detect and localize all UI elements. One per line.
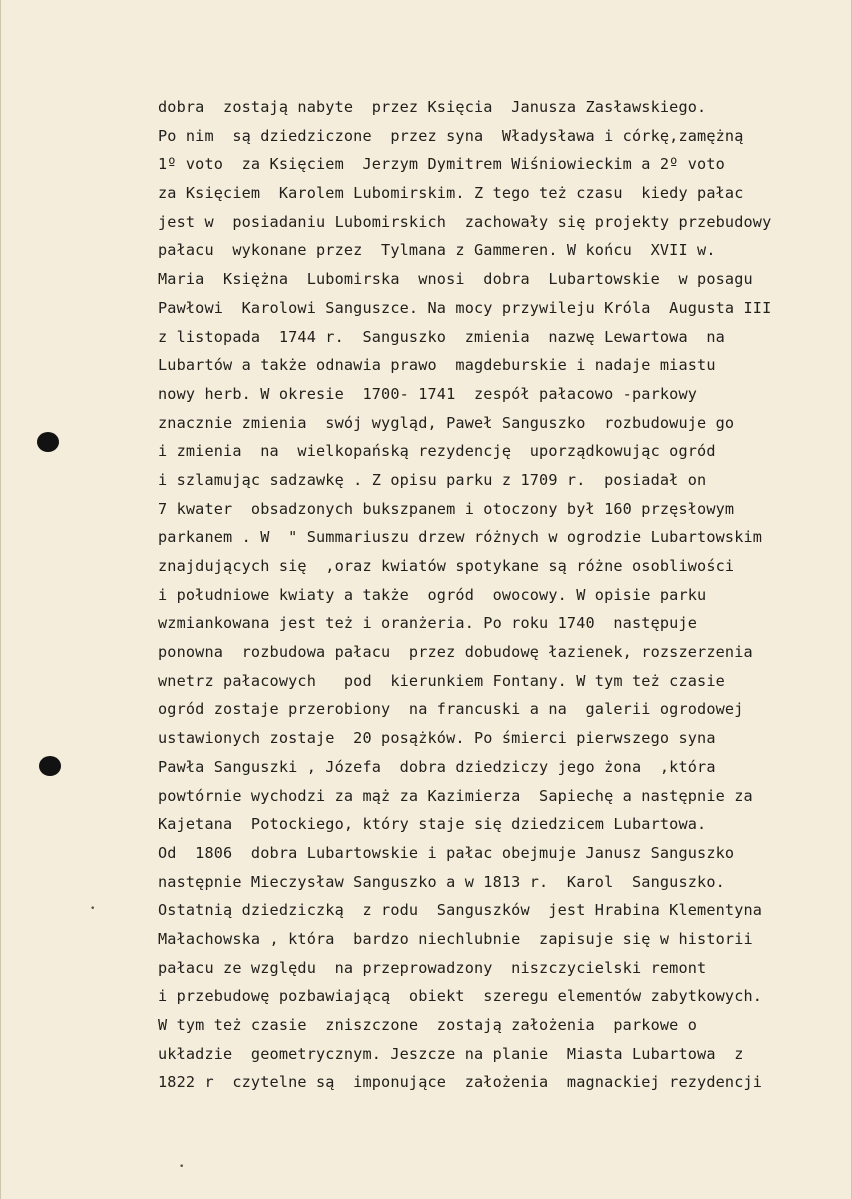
text-line: 1º voto za Księciem Jerzym Dymitrem Wiśniowieckim a 2º voto (158, 155, 725, 174)
text-line: Po nim są dziedziczone przez syna Władysława i córkę,zamężną (158, 126, 744, 145)
text-line: znajdujących się ,oraz kwiatów spotykane są różne osobliwości (158, 557, 735, 575)
text-line: i zmienia na wielkopańską rezydencję uporządkowując ogród (158, 442, 716, 461)
text-line: Ostatnią dziedziczką z rodu Sanguszków jest Hrabina Klementyna (158, 901, 763, 920)
text-line: za Księciem Karolem Lubomirskim. Z tego też czasu kiedy pałac (158, 184, 744, 203)
body-text (158, 93, 848, 1097)
binding-hole-top (37, 432, 59, 452)
text-line: Małachowska , która bardzo niechlubnie zapisuje się w historii (158, 929, 753, 948)
text-line: i przebudowę pozbawiającą obiekt szeregu elementów zabytkowych. (158, 987, 763, 1006)
text-line: i szlamując sadzawkę . Z opisu parku z 1709 r. posiadał on (158, 470, 707, 489)
page-left-edge (0, 0, 1, 1199)
text-line: 7 kwater obsadzonych bukszpanem i otoczony był 160 przęsłowym (158, 499, 735, 518)
text-line: Lubartów a także odnawia prawo magdeburskie i nadaje miastu (158, 356, 716, 375)
text-line: i południowe kwiaty a także ogród owocowy. W opisie parku (158, 585, 707, 604)
binding-hole-bottom (39, 756, 61, 776)
text-line: jest w posiadaniu Lubomirskich zachowały się projekty przebudowy (158, 212, 772, 231)
text-line: Maria Księżna Lubomirska wnosi dobra Lubartowskie w posagu (158, 270, 753, 289)
stray-mark: • (90, 904, 96, 914)
text-line: z listopada 1744 r. Sanguszko zmienia nazwę Lewartowa na (158, 327, 725, 346)
text-line: Pawła Sanguszki , Józefa dobra dziedziczy jego żona ,która (158, 757, 716, 776)
text-line: dobra zostają nabyte przez Księcia Janusza Zasławskiego. (158, 98, 707, 116)
text-line: 1822 r czytelne są imponujące założenia magnackiej rezydencji (158, 1073, 763, 1092)
stray-mark: • (179, 1162, 185, 1172)
text-line: Od 1806 dobra Lubartowskie i pałac obejmuje Janusz Sanguszko (158, 843, 735, 862)
text-line: ponowna rozbudowa pałacu przez dobudowę łazienek, rozszerzenia (158, 643, 753, 662)
text-line: W tym też czasie zniszczone zostają założenia parkowe o (158, 1016, 698, 1034)
text-line: powtórnie wychodzi za mąż za Kazimierza Sapiechę a następnie za (158, 786, 753, 805)
text-line: wnetrz pałacowych pod kierunkiem Fontany. W tym też czasie (158, 671, 725, 690)
text-line: parkanem . W " Summariuszu drzew różnych w ogrodzie Lubartowskim (158, 528, 763, 547)
text-line: Pawłowi Karolowi Sanguszce. Na mocy przywileju Króla Augusta III (158, 298, 772, 317)
text-line: układzie geometrycznym. Jeszcze na planie Miasta Lubartowa z (158, 1044, 744, 1063)
text-line: wzmiankowana jest też i oranżeria. Po roku 1740 następuje (158, 614, 698, 633)
text-line: Kajetana Potockiego, który staje się dziedzicem Lubartowa. (158, 815, 707, 834)
text-line: nowy herb. W okresie 1700- 1741 zespół pałacowo -parkowy (158, 384, 698, 403)
text-line: pałacu ze względu na przeprowadzony niszczycielski remont (158, 958, 707, 977)
text-line: ogród zostaje przerobiony na francuski a na galerii ogrodowej (158, 700, 744, 719)
text-line: pałacu wykonane przez Tylmana z Gammeren. W końcu XVII w. (158, 241, 716, 260)
text-line: znacznie zmienia swój wygląd, Paweł Sanguszko rozbudowuje go (158, 413, 735, 432)
text-line: ustawionych zostaje 20 posążków. Po śmierci pierwszego syna (158, 729, 716, 748)
text-line: następnie Mieczysław Sanguszko a w 1813 r. Karol Sanguszko. (158, 872, 725, 891)
